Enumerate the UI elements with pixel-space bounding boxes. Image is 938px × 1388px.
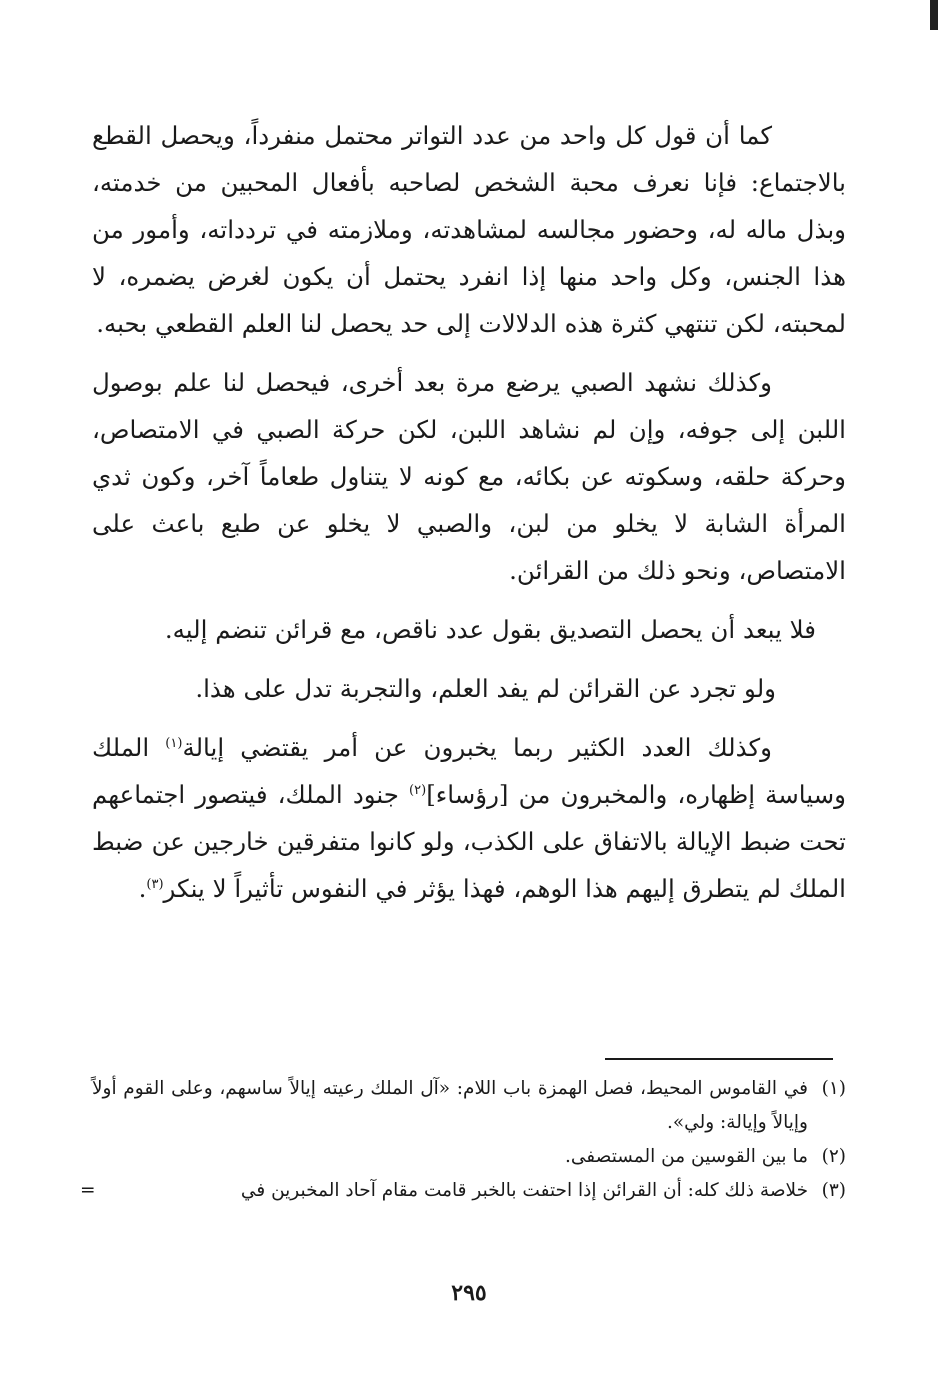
footnote-number: (١) [821, 1078, 846, 1099]
footnote-number: (٢) [821, 1146, 846, 1167]
paragraph-2: وكذلك نشهد الصبي يرضع مرة بعد أخرى، فيحصل لنا علم بوصول اللبن إلى جوفه، وإن لم نشاهد اللبن، لكن حركة الصبي في الامتصاص، وحركة حلقه، وسكوته عن بكائه، مع كونه لا يتناول طعاماً آخر، وكون ثدي المرأة الشابة لا يخلو من لبن، والصبي لا يخلو عن طبع باعث على الامتصاص، ونحو ذلك من القرائن. [92, 368, 846, 585]
footnote-ref-3[interactable]: (٣) [146, 876, 164, 892]
paragraph-5-part-a: وكذلك العدد الكثير ربما يخبرون عن أمر يقتضي إيالة [182, 733, 772, 762]
paragraph-5-part-d: . [138, 874, 147, 903]
footnote-1 [92, 1072, 846, 1140]
footnote-3 [80, 1174, 846, 1208]
footnote-2 [92, 1140, 846, 1174]
page-number: ٢٩٥ [451, 1280, 487, 1306]
main-text [92, 112, 846, 912]
footnote-text: في القاموس المحيط، فصل الهمزة باب اللام: «آل الملك رعيته إيالاً ساسهم، وعلى القوم أولاً وإيالاً وإيالة: ولي». [92, 1078, 808, 1133]
footnote-separator [605, 1058, 833, 1060]
paragraph-5 [92, 724, 846, 912]
paragraph-3: فلا يبعد أن يحصل التصديق بقول عدد ناقص، مع قرائن تنضم إليه. [164, 615, 816, 644]
continuation-mark: = [80, 1180, 96, 1201]
footnote-number: (٣) [821, 1180, 846, 1201]
scan-edge-mark [930, 0, 938, 30]
paragraph-1: كما أن قول كل واحد من عدد التواتر محتمل منفرداً، ويحصل القطع بالاجتماع: فإنا نعرف محبة الشخص لصاحبه بأفعال المحبين من خدمته، وبذل ماله له، وحضور مجالسه لمشاهدته، وملازمته في تردداته، وأمور من هذا الجنس، وكل واحد منها إذا انفرد يحتمل أن يكون لغرض يضمره، لا لمحبته، لكن تنتهي كثرة هذه الدلالات إلى حد يحصل لنا العلم القطعي بحبه. [92, 121, 846, 338]
footnote-ref-2[interactable]: (٢) [409, 782, 427, 798]
footnote-ref-1[interactable]: (١) [165, 735, 183, 751]
paragraph-5-part-b: الملك وسياسة إظهاره، والمخبرون من [رؤساء] [92, 733, 846, 809]
paragraph-4: ولو تجرد عن القرائن لم يفد العلم، والتجربة تدل على هذا. [195, 674, 776, 703]
footnote-text: خلاصة ذلك كله: أن القرائن إذا احتفت بالخبر قامت مقام آحاد المخبرين في [240, 1180, 808, 1201]
footnotes [80, 1072, 846, 1208]
footnote-text: ما بين القوسين من المستصفى. [565, 1146, 808, 1167]
paragraph-5-part-c: جنود الملك، فيتصور اجتماعهم تحت ضبط الإيالة بالاتفاق على الكذب، ولو كانوا متفرقين خارجين عن ضبط الملك لم يتطرق إليهم هذا الوهم، فهذا يؤثر في النفوس تأثيراً لا ينكر [92, 780, 846, 903]
